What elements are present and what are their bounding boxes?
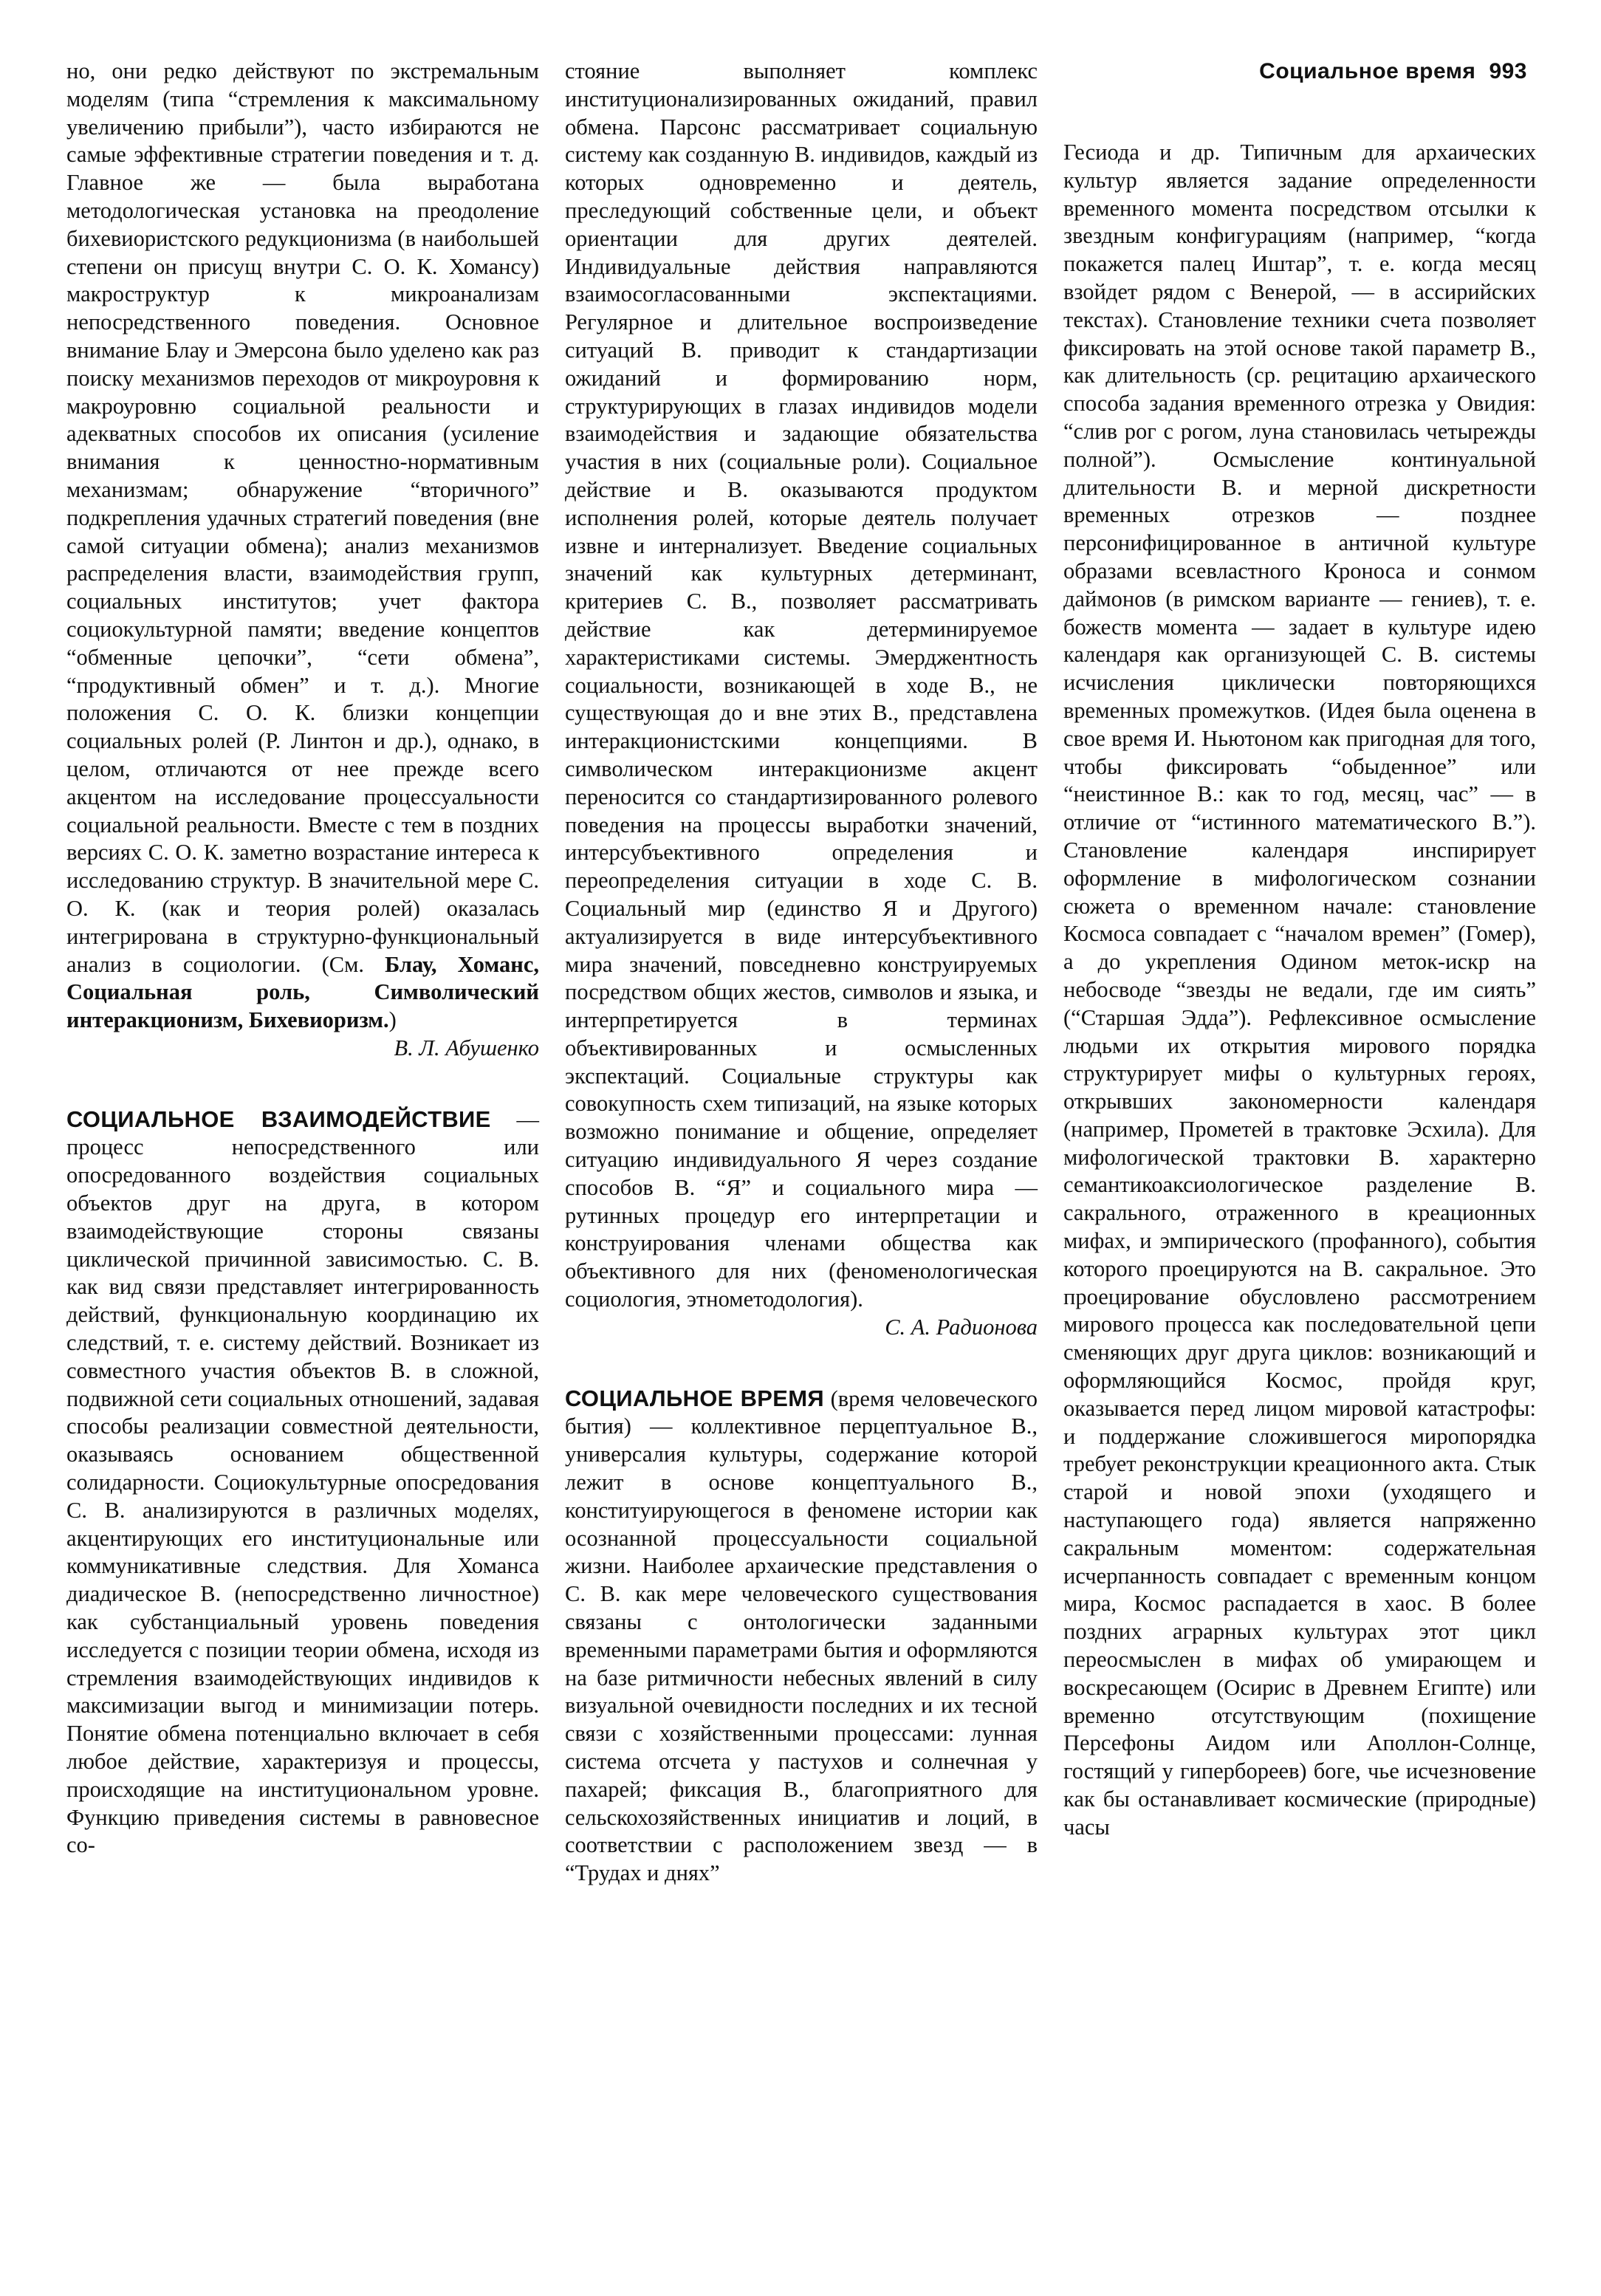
column-1 xyxy=(66,58,539,1860)
entry-term: СОЦИАЛЬНОЕ ВРЕМЯ xyxy=(565,1385,824,1411)
paragraph-text: стояние выполняет комплекс институционализированных ожиданий, правил обмена. Парсонс рассматривает социальную систему как созданную В. индивидов, каждый из которых одновременно и деятель, преследующий собственные цели, и объект ориентации для других деятелей. Индивидуальные действия направляются взаимосогласованными экспектациями. Регулярное и длительное воспроизведение ситуаций В. приводит к стандартизации ожиданий и формированию норм, структурирующих в глазах индивидов модели взаимодействия и задающие обязательства участия в них (социальные роли). Социальное действие и В. оказываются продуктом исполнения ролей, которые деятель получает извне и интернализует. Введение социальных значений как культурных детерминант, критериев С. В., позволяет рассматривать действие как детерминируемое характеристиками системы. Эмерджентность социальности, возникающей в ходе В., не существующая до и вне этих В., представлена интеракционистскими концепциями. В символическом интеракционизме акцент переносится со стандартизированного ролевого поведения на процессы выработки значений, интерсубъективного определения и переопределения ситуации в ходе С. В. Социальный мир (единство Я и Другого) актуализируется в виде интерсубъективного мира значений, повседневно конструируемых посредством общих жестов, символов и языка, и интерпретируется в терминах объективированных и осмысленных экспектаций. Социальные структуры как совокупность схем типизаций, на языке которых возможно понимание и общение, определяет ситуацию индивидуального Я через создание способов В. “Я” и социального мира — рутинных процедур его интерпретации и конструирования членами общества как объективного для них (феноменологическая социология, этнометодология). xyxy=(565,58,1038,1312)
entry-term: СОЦИАЛЬНОЕ ВЗАИМОДЕЙСТВИЕ xyxy=(66,1106,491,1132)
page-number: 993 xyxy=(1489,59,1527,83)
author-signature: С. А. Радионова xyxy=(885,1314,1038,1340)
running-title: Социальное время xyxy=(1259,59,1476,83)
author-signature: В. Л. Абушенко xyxy=(394,1035,539,1060)
section-gap xyxy=(66,1063,539,1106)
entry-continuation xyxy=(565,58,1038,1314)
see-also-prefix: (См. xyxy=(301,951,385,977)
paragraph-text: но, они редко действуют по экстремальным моделям (типа “стремления к максимальному увеличению прибыли”), часто избираются не самые эффективные стратегии поведения и т. д. Главное же — была выработана методологическая установка на преодоление бихевиористского редукционизма (в наибольшей степени он присущ внутри С. О. К. Хомансу) макроструктур к микроанализам непосредственного поведения. Основное внимание Блау и Эмерсона было уделено как раз поиску механизмов переходов от микроуровня к макроуровню социальной реальности и адекватных способов их описания (усиление внимания к ценностно-нормативным механизмам; обнаружение “вторичного” подкрепления удачных стратегий поведения (вне самой ситуации обмена); анализ механизмов распределения власти, взаимодействия групп, социальных институтов; учет фактора социокультурной памяти; введение концептов “обменные цепочки”, “сети обмена”, “продуктивный обмен” и т. д.). Многие положения С. О. К. близки концепции социальных ролей (Р. Линтон и др.), однако, в целом, отличаются от нее прежде всего акцентом на исследование процессуальности социальной реальности. Вместе с тем в поздних версиях С. О. К. заметно возрастание интереса к исследованию структур. В значительной мере С. О. К. (как и теория ролей) оказалась интегрирована в структурно-функциональный анализ в социологии. xyxy=(66,58,539,977)
section-gap xyxy=(565,1342,1038,1385)
running-header xyxy=(1259,59,1527,84)
paragraph-text: Гесиода и др. Типичным для архаических культур является задание определенности временного момента посредством отсылки к звездным конфигурациям (например, “когда покажется палец Иштар”, т. е. когда месяц взойдет рядом с Венерой, — в ассирийских текстах). Становление техники счета позволяет фиксировать на этой основе такой параметр В., как длительность (ср. рецитацию архаического способа задания временного отрезка у Овидия: “слив рог с рогом, луна становилась четырежды полной”). Осмысление континуальной длительности В. и мерной дискретности временных отрезков — позднее персонифицированное в античной культуре образами всевластного Кроноса и сонмом даймонов (в римском варианте — гениев), т. е. божеств момента — задает в культуре идею календаря как организующей С. В. системы исчисления циклически повторяющихся временных промежутков. (Идея была оценена в свое время И. Ньютоном как пригодная для того, чтобы фиксировать “обыденное” или “неистинное В.: как то год, месяц, час” — в отличие от “истинного математического В.”). Становление календаря инспирирует оформление в мифологическом сознании сюжета о временном начале: становление Космоса совпадает с “началом времен” (Гомер), а до укрепления Одином меток-искр на небосводе “звезды не ведали, где им сиять” (“Старшая Эдда”). Рефлексивное осмысление людьми их открытия мирового порядка структурирует мифы о культурных героях, открывших закономерности календаря (например, Прометей в трактовке Эсхила). Для мифологической трактовки В. характерно семантикоаксиологическое разделение В. сакрального, отраженного в креационных мифах, и эмпирического (профанного), события которого проецируются на В. сакральное. Это проецирование обусловлено рассмотрением мирового процесса как последовательной цепи сменяющих друг друга циклов: возникающий и оформляющийся Космос, пройдя круг, оказывается перед лицом мировой катастрофы: и поддержание сложившегося миропорядка требует реконструкции креационного акта. Стык старой и новой эпохи (уходящего и наступающего года) является напряженно сакральным моментом: содержательная исчерпанность совпадает с временным концом мира, Космос распадается в хаос. В более поздних аграрных культурах этот цикл переосмыслен в мифах об умирающем и воскресающем (Осирис в Древнем Египте) или временно отсутствующим (похищение Персефоны Аидом или Аполлон-Солнце, гостящий у гипербореев) боге, чье исчезновение как бы останавливает космические (природные) часы xyxy=(1063,140,1536,1840)
column-2 xyxy=(565,58,1038,1888)
entry-text: — процесс непосредственного или опосредованного воздействия социальных объектов друг на друга, в котором взаимодействующие стороны связаны циклической причинной зависимостью. С. В. как вид связи представляет интегрированность действий, функциональную координацию их следствий, т. е. систему действий. Возникает из совместного участия объектов В. в сложной, подвижной сети социальных отношений, задавая способы реализации совместной деятельности, оказываясь основанием общественной солидарности. Социокультурные опосредования С. В. анализируются в различных моделях, акцентирующих его институциональные или коммуникативные следствия. Для Хоманса диадическое В. (непосредственно личностное) как субстанциальный уровень поведения исследуется с позиции теории обмена, исходя из стремления взаимодействующих индивидов к максимизации выгод и минимизации потерь. Понятие обмена потенциально включает в себя любое действие, характеризуя и процессы, происходящие на институциональном уровне. Функцию приведения системы в равновесное со- xyxy=(66,1106,539,1858)
see-also-suffix: ) xyxy=(388,1007,397,1033)
entry-social-interaction xyxy=(66,1106,539,1860)
entry-continuation xyxy=(1063,139,1536,1842)
cross-references: Блау, Хоманс, Социальная роль, Символический интеракционизм, Бихевиоризм. xyxy=(66,951,539,1033)
article-continuation xyxy=(66,58,539,1035)
column-3 xyxy=(1063,139,1536,1842)
entry-text: (время человеческого бытия) — коллективное перцептуальное В., универсалия культуры, содержание которой лежит в основе концептуального В., конституирующегося в феномене истории как осознанной процессуальности социальной жизни. Наиболее архаические представления о С. В. как мере человеческого существования связаны с онтологически заданными временными параметрами бытия и оформляются на базе ритмичности небесных явлений в силу визуальной очевидности последних и их тесной связи с хозяйственными процессами: лунная система отсчета у пастухов и солнечная у пахарей; фиксация В., благоприятного для сельскохозяйственных инициатив и лоций, в соответствии с расположением звезд — в “Трудах и днях” xyxy=(565,1385,1038,1886)
entry-social-time xyxy=(565,1385,1038,1888)
